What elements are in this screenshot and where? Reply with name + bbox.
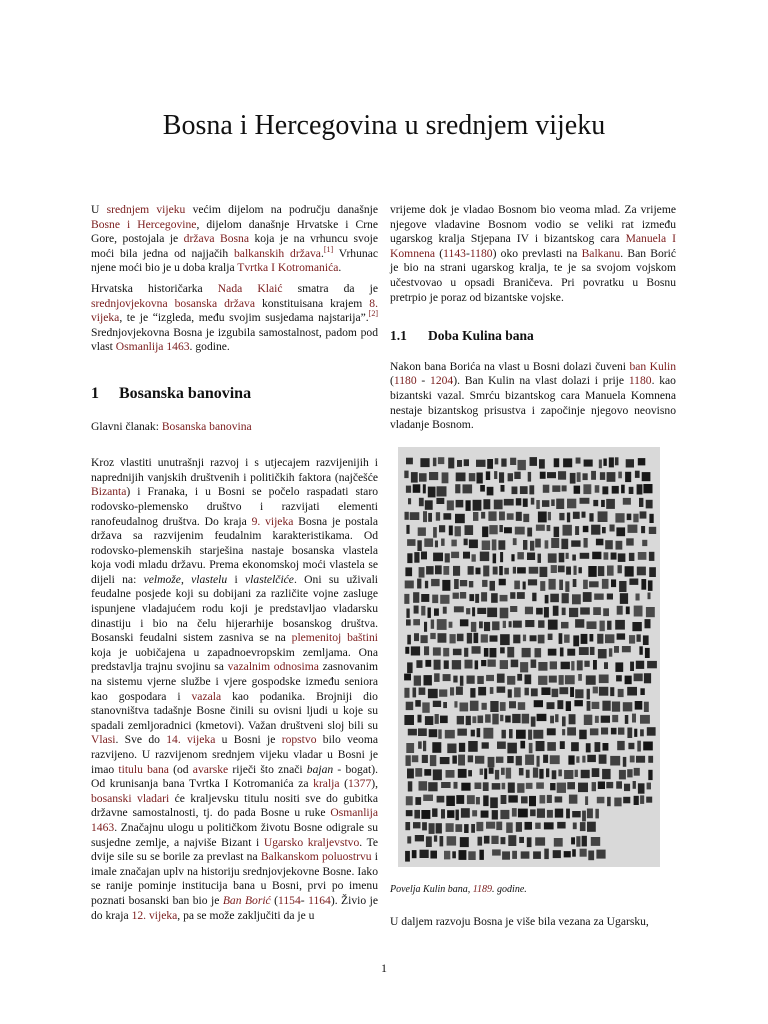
link-drzava-bosna[interactable]: država Bosna [183, 232, 249, 246]
link-1143[interactable]: 1143 [443, 246, 466, 260]
link-osmanlije[interactable]: Osmanlija [115, 340, 164, 354]
link-avari[interactable]: avarske [192, 762, 229, 776]
link-bosanski-vladari[interactable]: bosanski vladari [91, 791, 170, 805]
link-bih[interactable]: Bosne i Hercegovine [91, 217, 197, 231]
link-ban-kulin[interactable]: ban Kulin [629, 359, 677, 373]
link-1463[interactable]: 1463 [166, 340, 190, 354]
link-nada-klaic[interactable]: Nada Klaić [217, 281, 283, 295]
link-1189[interactable]: 1189 [472, 883, 493, 895]
link-bosanska-banovina[interactable]: Bosanska banovina [161, 419, 252, 433]
link-ropstvo[interactable]: ropstvo [281, 733, 317, 747]
link-vazal[interactable]: vazala [191, 689, 222, 703]
reference-2[interactable]: [2] [368, 309, 378, 319]
right-paragraph-3: U daljem razvoju Bosna je više bila vezana za Ugarsku, [390, 915, 649, 929]
link-1180[interactable]: 1180 [469, 246, 493, 260]
link-osmanlije-2[interactable]: Osmanlija [330, 806, 378, 820]
left-column [91, 203, 378, 929]
link-ban-boric[interactable]: Ban Borić [222, 893, 271, 907]
link-srednjovjekovna-drzava[interactable]: srednjovjekovna bosanska država [91, 296, 255, 310]
right-column [390, 203, 676, 936]
link-titula-bana[interactable]: titulu bana [118, 762, 169, 776]
section-1-paragraph: Kroz vlastiti unutrašnji razvoj i s utjecajem razvijenijih i naprednijih vanjskih društvenih i političkih faktora (najčešće Bizanta) i Franaka, i u Bosni se počelo raspadati staro rodovsko-plemensko društvo i razvijati elementi ranofeudalnog društva. Do kraja 9. vijeka Bosna je postala država sa razvijenim feudalnim karakteristikama. Od rodovsko-plemenskih starješina nastaje bosanska vlastela koja vodi mladu državu. Prema ekonomskoj moći vlastela se dijeli na: velmože, vlastelu i vlastelčiće. Oni su uživali feudalne posjede koji su dobijani za različite vojne zasluge ispunjene vladajućem rodu koji je predstavljao vladarsku dinastiju i bio na čelu hijerarhije bosanskog društva. Bosanski feudalni sistem zasniva se na plemenitoj baštini koja je uobičajena u zapadnoevropskim zemljama. Ona predstavlja trajnu svojinu sa vazalnim odnosima zasnovanim na sistemu vjerne službe i vjere gospodske između seniora kao gospodara i vazala kao podanika. Brojniji dio stanovništva tadašnje Bosne činili su ovisni ljudi u koje su spadali zemljoradnici (kmetovi). Važan društveni sloj bili su Vlasi. Sve do 14. vijeka u Bosni je ropstvo bilo veoma razvijeno. U razvijenom srednjem vijeku vladar u Bosni je imao titulu bana (od avarske riječi što znači bajan - bogat). Od krunisanja bana Tvrtka I Kotromanića za kralja (1377), bosanski vladari će kraljevsku titulu nositi sve do gubitka državne samostalnosti, tj. do pada Bosne u ruke Osmanlija 1463. Značajnu ulogu u političkom životu Bosne odigrale su susjedne zemlje, a najviše Bizant i Ugarsko kraljevstvo. Te dvije sile su se borile za prevlast na Balkanskom poluostrvu i imale značajan uplv na historiju srednjovjekovne Bosne. Iako se ranije pominje institucija bana u Bosni, prvi po imenu poznati bosanski ban bio je Ban Borić (1154- 1164). Živio je do kraja 12. vijeka, pa se može zaključiti da je u [91, 456, 379, 922]
charter-manuscript-picture [398, 447, 660, 867]
link-bizant[interactable]: Bizanta [91, 485, 127, 499]
link-kralj[interactable]: kralja [313, 777, 340, 791]
section-heading-1: 1 Bosanska banovina [91, 384, 252, 402]
link-tvrtko[interactable]: Tvrtka I Kotromanića [237, 261, 339, 275]
charter-image [398, 447, 660, 867]
main-article-note: Glavni članak: Bosanska banovina [91, 419, 252, 433]
link-plemenita-bastina[interactable]: plemenitoj baštini [291, 631, 378, 645]
intro-paragraph-1: U srednjem vijeku većim dijelom na području današnje Bosne i Hercegovine, dijelom današnje Hrvatske i Crne Gore, postojala je država Bosna koja je na vrhuncu svoje moći bila jedna od najjačih balkanskih država.[1] Vrhunac njene moći bio je u doba kralja Tvrtka I Kotromanića. [91, 203, 378, 275]
link-ugarsko-kraljevstvo[interactable]: Ugarsko kraljevstvo [263, 835, 360, 849]
section-heading-1-1: 1.1 Doba Kulina bana [390, 328, 534, 344]
link-balkansko-poluostrvo[interactable]: Balkanskom poluostrvu [260, 850, 372, 864]
link-8-vijek[interactable]: 8. vijeka [91, 296, 378, 325]
link-kulin-1180-2[interactable]: 1180 [628, 374, 652, 388]
link-12-vijek[interactable]: 12. vijeka [131, 908, 178, 922]
link-1377[interactable]: 1377 [348, 777, 372, 791]
link-kulin-1180[interactable]: 1180 [393, 374, 417, 388]
link-1204[interactable]: 1204 [430, 374, 454, 388]
right-paragraph-1: vrijeme dok je vladao Bosnom bio veoma mlad. Za vrijeme njegove vladavine Bosnom vodio se veliki rat između ugarskog kralja Stjepana IV i bizantskog cara Manuela I Komnena (1143-1180) oko prevlasti na Balkanu. Ban Borić je bio na strani ugarskog kralja, te je sa svojom vojskom učestvovao u opsadi Braničeva. Pri povratku u Bosnu pretrpio je poraz od bizantske vojske. [390, 203, 676, 304]
page-number: 1 [381, 961, 387, 975]
reference-1[interactable]: [1] [323, 244, 334, 254]
right-paragraph-2: Nakon bana Borića na vlast u Bosni dolazi čuveni ban Kulin (1180 - 1204). Ban Kulin na vlast dolazi i prije 1180. kao bizantski vazal. Smrću bizantskog cara Manuela Komnena nestaje bizantskog prisustva i započinje njegovo neovisno vladanje Bosnom. [390, 359, 677, 432]
link-vazalni-odnosi[interactable]: vazalnim odnosima [227, 660, 319, 674]
link-manuel-komnen[interactable]: Manuela I Komnena [390, 232, 676, 260]
link-14-vijek[interactable]: 14. vijeka [166, 733, 216, 747]
link-balkan[interactable]: Balkanu [581, 246, 621, 260]
link-srednji-vijek[interactable]: srednjem vijeku [106, 203, 186, 216]
link-vlasi[interactable]: Vlasi [91, 733, 116, 747]
figure-caption: Povelja Kulin bana, 1189. godine. [390, 883, 527, 895]
link-9-vijek[interactable]: 9. vijeka [251, 514, 294, 528]
page-title: Bosna i Hercegovina u srednjem vijeku [162, 110, 606, 141]
link-balkanske-drzave[interactable]: balkanskih država [234, 246, 321, 260]
link-1164[interactable]: 1164 [308, 893, 331, 907]
link-1154[interactable]: 1154 [278, 893, 301, 907]
link-1463-2[interactable]: 1463 [91, 820, 115, 834]
intro-paragraph-2: Hrvatska historičarka Nada Klaić smatra da je srednjovjekovna bosanska država konstituisana krajem 8. vijeka, te je “izgleda, među svojim susjedama najstarija”.[2] Srednjovjekovna Bosna je izgubila samostalnost, padom pod vlast Osmanlija 1463. godine. [91, 281, 379, 354]
